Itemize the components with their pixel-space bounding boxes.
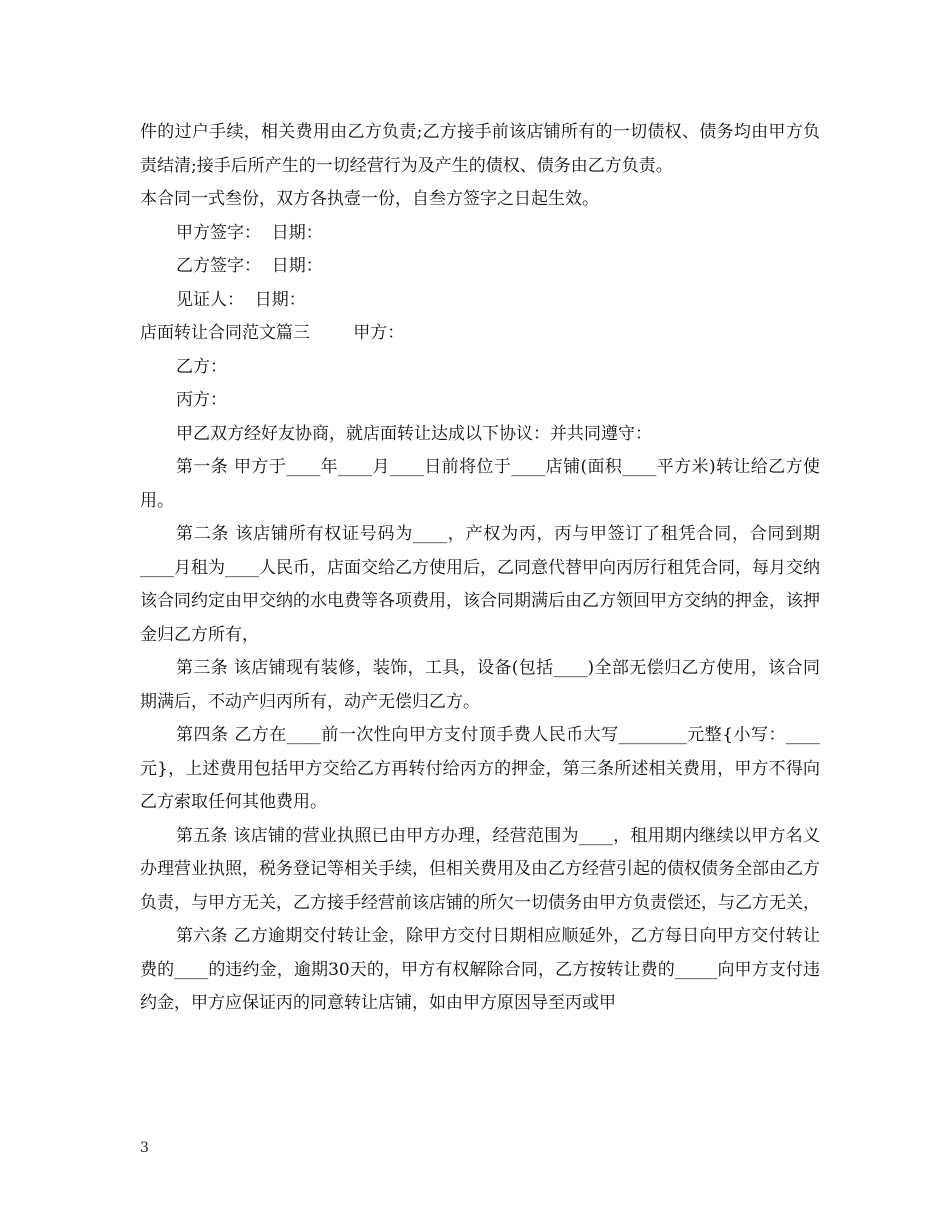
signature-party-a: 甲方签字： 日期： (176, 222, 323, 243)
article-2: 第二条 该店铺所有权证号码为____，产权为丙，丙与甲签订了租凭合同，合同到期____月租为____人民币，店面交给乙方使用后，乙同意代替甲向丙厉行租凭合同，每月交纳该合同约定由甲交纳的水电费等各项费用，该合同期满后由乙方领回甲方交纳的押金，该押金归乙方所有， (140, 524, 820, 645)
article-4: 第四条 乙方在____前一次性向甲方支付顶手费人民币大写________元整{小写：____元}，上述费用包括甲方交给乙方再转付给丙方的押金，第三条所述相关费用，甲方不得向乙方索取任何其他费用。 (140, 725, 820, 812)
party-c-label: 丙方： (176, 390, 227, 410)
page-number: 3 (140, 1140, 149, 1156)
document-body (140, 116, 820, 1021)
article-3: 第三条 该店铺现有装修，装饰，工具，设备(包括____)全部无偿归乙方使用，该合同期满后，不动产归丙所有，动产无偿归乙方。 (140, 658, 820, 712)
signature-party-b: 乙方签字： 日期： (176, 256, 323, 276)
section-title: 店面转让合同范文篇三 甲方： (140, 323, 405, 343)
paragraph-transfer-procedures: 件的过户手续，相关费用由乙方负责;乙方接手前该店铺所有的一切债权、债务均由甲方负责结清;接手后所产生的一切经营行为及产生的债权、债务由乙方负责。 (140, 122, 820, 176)
signature-witness: 见证人： 日期： (176, 289, 306, 310)
article-1: 第一条 甲方于____年____月____日前将位于____店铺(面积____平方米)转让给乙方使用。 (140, 457, 820, 511)
article-6: 第六条 乙方逾期交付转让金，除甲方交付日期相应顺延外，乙方每日向甲方交付转让费的____的违约金，逾期30天的，甲方有权解除合同，乙方按转让费的_____向甲方支付违约金，甲方应保证丙的同意转让店铺，如由甲方原因导至丙或甲 (140, 926, 820, 1013)
paragraph-copies-effective: 本合同一式叁份，双方各执壹一份，自叁方签字之日起生效。 (140, 189, 599, 209)
article-5: 第五条 该店铺的营业执照已由甲方办理，经营范围为____，租用期内继续以甲方名义办理营业执照，税务登记等相关手续，但相关费用及由乙方经营引起的债权债务全部由乙方负责，与甲方无关，乙方接手经营前该店铺的所欠一切债务由甲方负责偿还，与乙方无关， (140, 825, 820, 913)
agreement-intro: 甲乙双方经好友协商，就店面转让达成以下协议：并共同遵守： (176, 423, 652, 444)
party-b-label: 乙方： (176, 356, 227, 377)
